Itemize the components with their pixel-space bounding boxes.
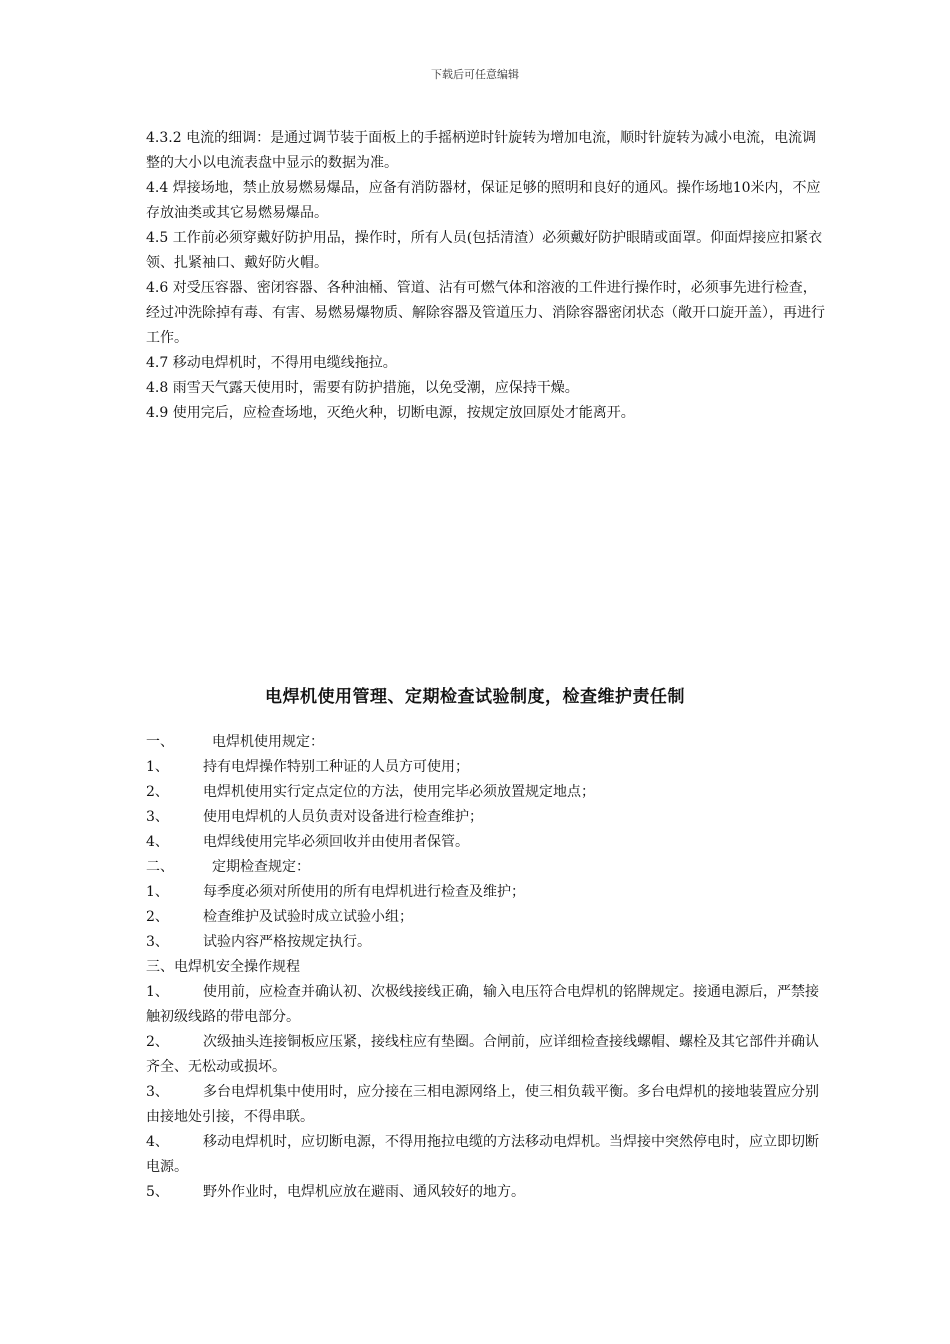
heading-number: 二、 (146, 859, 174, 875)
item-number: 1、 (146, 884, 169, 900)
item-number: 2、 (146, 1034, 169, 1050)
paragraph-4-7: 4.7 移动电焊机时，不得用电缆线拖拉。 (146, 355, 397, 371)
item-number: 1、 (146, 759, 169, 775)
list-item (146, 780, 826, 805)
item-text: 使用前，应检查并确认初、次极线接线正确，输入电压符合电焊机的铭牌规定。接通电源后，严禁接触初级线路的带电部分。 (146, 984, 819, 1025)
item-text: 试验内容严格按规定执行。 (203, 934, 371, 950)
heading-inspection-rules (146, 855, 826, 880)
paragraph-4-6: 4.6 对受压容器、密闭容器、各种油桶、管道、沾有可燃气体和溶液的工件进行操作时，必须事先进行检查，经过冲洗除掉有毒、有害、易燃易爆物质、解除容器及管道压力、消除容器密闭状态（敞开口旋开盖），再进行工作。 (146, 280, 825, 346)
list-item (146, 880, 826, 905)
list-item (146, 1180, 826, 1205)
paragraph-4-3-2: 4.3.2 电流的细调：是通过调节装于面板上的手摇柄逆时针旋转为增加电流，顺时针旋转为减小电流，电流调整的大小以电流表盘中显示的数据为准。 (146, 130, 817, 171)
heading-text: 电焊机使用规定： (212, 734, 324, 750)
paragraph-4-4: 4.4 焊接场地，禁止放易燃易爆品，应备有消防器材，保证足够的照明和良好的通风。操作场地10米内，不应存放油类或其它易燃易爆品。 (146, 180, 821, 221)
heading-number: 一、 (146, 734, 174, 750)
item-number: 4、 (146, 834, 169, 850)
item-text: 持有电焊操作特别工种证的人员方可使用； (203, 759, 469, 775)
heading-usage-rules (146, 730, 826, 755)
item-text: 野外作业时，电焊机应放在避雨、通风较好的地方。 (203, 1184, 525, 1200)
item-number: 4、 (146, 1134, 169, 1150)
list-item (146, 755, 826, 780)
item-text: 电焊线使用完毕必须回收并由使用者保管。 (203, 834, 469, 850)
page-header-note: 下载后可任意编辑 (431, 68, 519, 81)
list-item (146, 1080, 826, 1130)
item-number: 2、 (146, 784, 169, 800)
document-title: 电焊机使用管理、定期检查试验制度，检查维护责任制 (265, 687, 685, 707)
list-item (146, 930, 826, 955)
item-text: 检查维护及试验时成立试验小组； (203, 909, 413, 925)
item-text: 电焊机使用实行定点定位的方法，使用完毕必须放置规定地点； (203, 784, 595, 800)
item-text: 使用电焊机的人员负责对设备进行检查维护； (203, 809, 483, 825)
paragraph-4-9: 4.9 使用完后，应检查场地，灭绝火种，切断电源，按规定放回原处才能离开。 (146, 405, 635, 421)
list-item (146, 830, 826, 855)
list-item (146, 1130, 826, 1180)
item-number: 3、 (146, 1084, 169, 1100)
item-text: 次级抽头连接铜板应压紧，接线柱应有垫圈。合闸前，应详细检查接线螺帽、螺栓及其它部件并确认齐全、无松动或损坏。 (146, 1034, 819, 1075)
heading-text: 定期检查规定： (212, 859, 310, 875)
list-item (146, 905, 826, 930)
heading-safety-procedures: 三、电焊机安全操作规程 (146, 959, 300, 975)
section-welding-rules-4 (146, 126, 826, 426)
list-item (146, 1030, 826, 1080)
item-number: 1、 (146, 984, 169, 1000)
paragraph-4-5: 4.5 工作前必须穿戴好防护用品，操作时，所有人员(包括清渣）必须戴好防护眼睛或面罩。仰面焊接应扣紧衣领、扎紧袖口、戴好防火帽。 (146, 230, 823, 271)
list-item (146, 805, 826, 830)
list-item (146, 980, 826, 1030)
section-management-system (146, 730, 826, 1205)
item-text: 每季度必须对所使用的所有电焊机进行检查及维护； (203, 884, 525, 900)
item-text: 移动电焊机时，应切断电源，不得用拖拉电缆的方法移动电焊机。当焊接中突然停电时，应立即切断电源。 (146, 1134, 819, 1175)
item-number: 5、 (146, 1184, 169, 1200)
item-number: 3、 (146, 934, 169, 950)
item-number: 3、 (146, 809, 169, 825)
paragraph-4-8: 4.8 雨雪天气露天使用时，需要有防护措施，以免受潮，应保持干燥。 (146, 380, 579, 396)
item-number: 2、 (146, 909, 169, 925)
item-text: 多台电焊机集中使用时，应分接在三相电源网络上，使三相负载平衡。多台电焊机的接地装置应分别由接地处引接，不得串联。 (146, 1084, 819, 1125)
